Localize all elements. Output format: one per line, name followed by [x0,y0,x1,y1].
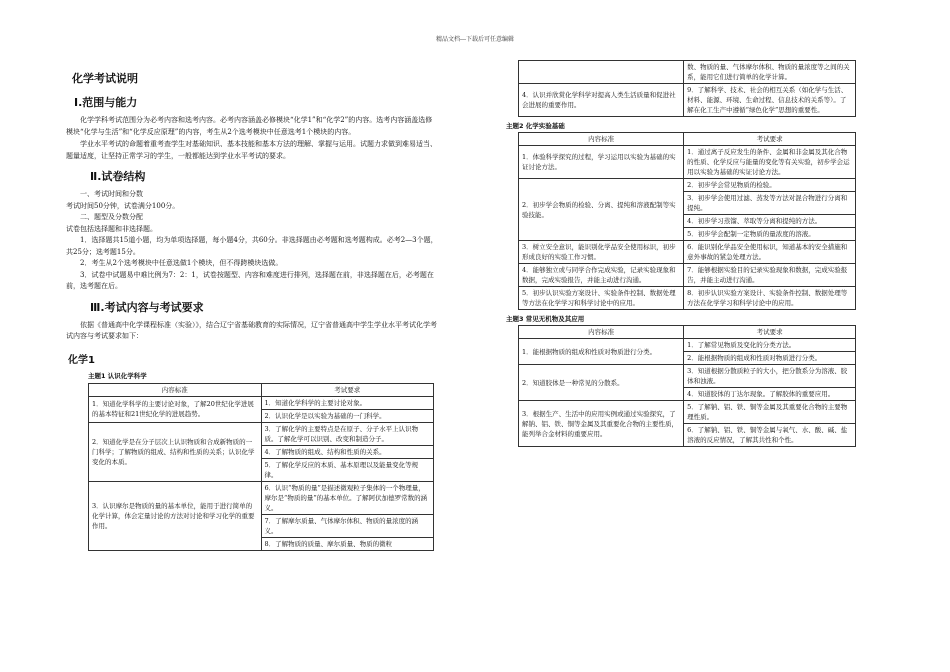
column-header: 考试要求 [684,326,856,339]
section-2-line: 1．选择题共15道小题，均为单项选择题，每小题4分，共60分。非选择题由必考题和选考题构成。必考2—3个题，共25分；选考题15分。 [66,236,438,256]
requirement-cell: 5．了解化学反应的本质、基本原理以及能量变化等规律。 [261,458,434,481]
table-row [519,61,856,84]
section-3-paragraph-1: 依据《普通高中化学课程标准（实验）》，结合辽宁省基础教育的实际情况，辽宁省普通高中学生学业水平考试化学考试内容与考试要求如下： [66,320,437,340]
theme-1-table [88,383,434,551]
requirement-cell: 2．认识化学是以实验为基础的一门科学。 [261,409,434,422]
standard-cell: 3．树立安全意识，能识别化学品安全使用标识，初步形成良好的实验工作习惯。 [519,241,684,264]
standard-cell: 2．初步学会物质的检验、分离、提纯和溶液配制等实验技能。 [519,179,684,241]
standard-cell: 4．能够独立或与同学合作完成实验，记录实验现象和数据，完成实验报告，并能主动进行沟通。 [519,264,684,287]
section-1-paragraph-1: 化学学科考试范围分为必考内容和选考内容。必考内容涵盖必修模块“化学1”和“化学2”的内容。选考内容涵盖选修模块“化学与生活”和“化学反应原理”的内容，考生从2个选考模块中任意选考1个模块的内容。 [66,116,433,136]
table-row [519,339,856,352]
requirement-cell: 数、物质的量、气体摩尔体积、物质的量浓度等之间的关系，能用它们进行简单的化学计算。 [684,61,856,84]
table-header-row [519,326,856,339]
requirement-cell: 8．初步认识实验方案设计、实验条件控制、数据处理等方法在化学学习和科学讨论中的应用。 [684,287,856,310]
table-row [89,422,434,445]
requirement-cell: 8．了解物质的质量、摩尔质量、物质的微粒 [261,537,434,550]
table-header-row [519,133,856,146]
table-row [89,481,434,514]
table-row [519,264,856,287]
table-row [519,179,856,192]
standard-cell: 5．初步认识实验方案设计、实验条件控制、数据处理等方法在化学学习和科学讨论中的应用。 [519,287,684,310]
requirement-cell: 1．了解常见物质及变化的分类方法。 [684,339,856,352]
column-header: 内容标准 [519,133,684,146]
theme-2-table [518,132,856,310]
requirement-cell: 1．知道化学科学的主要讨论对象。 [261,396,434,409]
section-1-paragraph-2: 学业水平考试的命题着重考查学生对基础知识、基本技能和基本方法的理解、掌握与运用。试题力求做到难易适当、题量适度，让坚持正常学习的学生，一般都能达到学业水平考试的要求。 [66,140,437,160]
theme-2-title: 主题2 化学实验基础 [506,122,565,130]
standard-cell: 2．知道化学是在分子层次上认识物质和合成新物质的一门科学；了解物质的组成、结构和性质的关系；认识化学变化的本质。 [89,422,262,481]
requirement-cell: 7．能够根据实验目的记录实验现象和数据，完成实验报告，并能主动进行沟通。 [684,264,856,287]
section-2-body [66,189,438,293]
table-row [519,401,856,424]
requirement-cell: 4．了解物质的组成、结构和性质的关系。 [261,445,434,458]
table-row [519,84,856,117]
header-watermark: 精品文档---下载后可任意编辑 [435,36,515,43]
chemistry-1-heading: 化学1 [68,354,95,366]
section-1-title: Ⅰ.范围与能力 [74,96,138,109]
section-2-line: 二、题型及分数分配 [80,213,143,221]
section-3-title: Ⅲ.考试内容与考试要求 [90,300,204,314]
requirement-cell: 6．能识别化学品安全使用标识，知道基本的安全措施和意外事故的紧急处理方法。 [684,241,856,264]
section-2-title: Ⅱ.试卷结构 [90,170,146,183]
table-row [519,287,856,310]
column-header: 考试要求 [261,383,434,396]
standard-cell: 2．知道胶体是一种常见的分散系。 [519,365,684,401]
requirement-cell: 3．知道根据分散质粒子的大小，把分散系分为溶液、胶体和浊液。 [684,365,856,388]
theme-3-table [518,325,856,447]
theme-1-table-continued [518,60,856,117]
table-row [519,146,856,179]
table-row [89,396,434,409]
document-title: 化学考试说明 [72,72,138,85]
requirement-cell: 2．初步学会常见物质的检验。 [684,179,856,192]
section-2-line: 一、考试时间和分数 [80,190,143,198]
requirement-cell: 5．了解钠、铝、铁、铜等金属及其重要化合物的主要物理性质。 [684,401,856,424]
table-row [519,365,856,388]
requirement-cell: 6．了解钠、铝、铁、铜等金属与氧气、水、酸、碱、盐溶液的反应情况，了解其共性和个性。 [684,424,856,447]
table-header-row [89,383,434,396]
standard-cell: 1．能根据物质的组成和性质对物质进行分类。 [519,339,684,365]
standard-cell: 3．认识摩尔是物质的量的基本单位，能用于进行简单的化学计算，体会定量讨论的方法对讨论和学习化学的重要作用。 [89,481,262,550]
left-column [66,60,438,551]
standard-cell [519,61,684,84]
standard-cell: 1．知道化学科学的主要讨论对象，了解20世纪化学进展的基本特征和21世纪化学的进展趋势。 [89,396,262,422]
requirement-cell: 6．认识“物质的量”是描述微观粒子集体的一个物理量，摩尔是“物质的量”的基本单位。了解阿伏加德罗常数的涵义。 [261,481,434,514]
requirement-cell: 4．初步学习蒸馏、萃取等分离和提纯的方法。 [684,215,856,228]
section-2-line: 2．考生从2个选考模块中任意选做1个模块，但不得跨模块选做。 [80,259,283,267]
requirement-cell: 3．了解化学的主要特点是在原子、分子水平上认识物质。了解化学可以识别、改变和制造分子。 [261,422,434,445]
requirement-cell: 2．能根据物质的组成和性质对物质进行分类。 [684,352,856,365]
column-header: 考试要求 [684,133,856,146]
column-header: 内容标准 [519,326,684,339]
table-row [519,241,856,264]
right-column [506,60,850,447]
requirement-cell: 4．知道胶体的丁达尔现象。了解胶体的重要应用。 [684,388,856,401]
section-2-line: 3．试卷中试题易中难比例为7：2：1，试卷按题型、内容和难度进行排列，选择题在前，非选择题在后，必考题在前，选考题在后。 [66,270,434,290]
standard-cell: 4．认识并欣赏化学科学对提高人类生活质量和促进社会进展的重要作用。 [519,84,684,117]
requirement-cell: 1．通过离子反应发生的条件、金属和非金属及其化合物的性质、化学反应与能量的变化等有关实验，初步学会运用以实验为基础的实证讨论方法。 [684,146,856,179]
requirement-cell: 7．了解摩尔质量、气体摩尔体积、物质的量浓度的涵义。 [261,514,434,537]
standard-cell: 3．根据生产、生活中的应用实例或通过实验探究，了解钠、铝、铁、铜等金属及其重要化合物的主要性质，能列举合金材料的重要应用。 [519,401,684,447]
theme-1-title: 主题1 认识化学科学 [88,371,147,380]
section-2-line: 考试时间50分钟，试卷满分100分。 [66,201,180,210]
requirement-cell: 3．初步学会使用过滤、蒸发等方法对混合物进行分离和提纯。 [684,192,856,215]
requirement-cell: 9．了解科学、技术、社会的相互关系（如化学与生活、材料、能源、环境、生命过程、信息技术的关系等）。了解在化工生产中遵循“绿色化学”思想的重要性。 [684,84,856,117]
requirement-cell: 5．初步学会配制一定物质的量浓度的溶液。 [684,228,856,241]
section-2-line: 试卷包括选择题和非选择题。 [66,224,157,233]
theme-3-title: 主题3 常见无机物及其应用 [506,315,585,323]
column-header: 内容标准 [89,383,262,396]
standard-cell: 1．体验科学探究的过程，学习运用以实验为基础的实证讨论方法。 [519,146,684,179]
